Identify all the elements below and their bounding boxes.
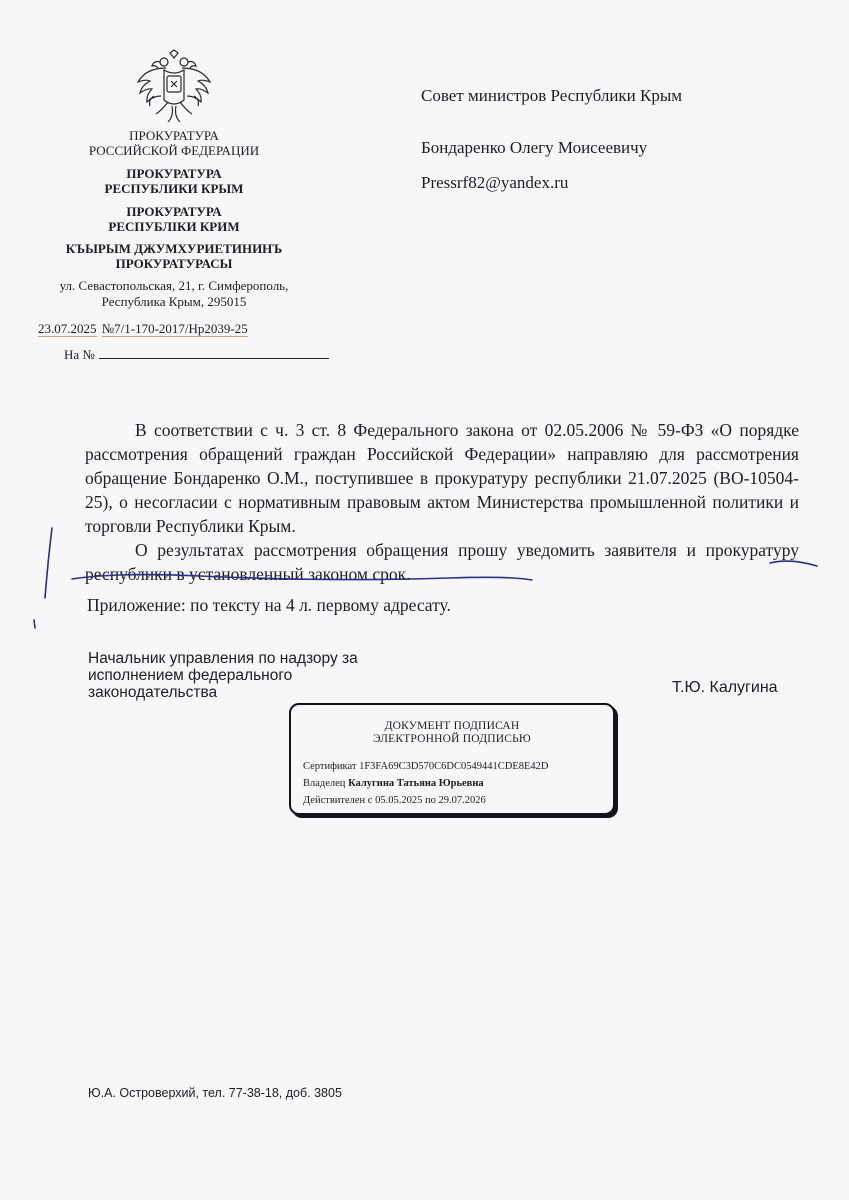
stamp-title-line2: ЭЛЕКТРОННОЙ ПОДПИСЬЮ <box>373 733 531 745</box>
stamp-cert-label: Сертификат <box>303 761 357 772</box>
signer-position-line1: Начальник управления по надзору за <box>88 650 358 667</box>
stamp-validity <box>303 795 486 806</box>
recipient-org: Совет министров Республики Крым <box>421 86 683 105</box>
org-name-republic-crimea <box>40 166 308 196</box>
org-address <box>40 278 308 310</box>
attachment-note: Приложение: по тексту на 4 л. первому адресату. <box>87 595 451 615</box>
stamp-valid-to: 29.07.2026 <box>438 795 486 806</box>
stamp-title-line1: ДОКУМЕНТ ПОДПИСАН <box>384 720 520 732</box>
address-line1: ул. Севастопольская, 21, г. Симферополь, <box>59 278 289 293</box>
org-rk-line2: РЕСПУБЛИКИ КРЫМ <box>104 181 244 196</box>
org-rf-line1: ПРОКУРАТУРА <box>129 128 219 143</box>
org-rf-line2: РОССИЙСКОЙ ФЕДЕРАЦИИ <box>88 143 260 158</box>
reference-blank <box>99 346 329 359</box>
recipient-person: Бондаренко Олегу Моисеевичу <box>421 138 648 157</box>
stamp-cert-value: 1F3FA69C3D570C6DC0549441CDE8E42D <box>359 761 549 772</box>
body-paragraph-1: В соответствии с ч. 3 ст. 8 Федерального закона от 02.05.2006 № 59-ФЗ «О порядке рассмотрения обращений граждан Российской Федерации» направляю для рассмотрения обращение Бондаренко О.М., поступившее в прокуратуру республики 21.07.2025 (ВО-10504-25), о несогласии с нормативным правовым актом Министерства промышленной политики и торговли Республики Крым. <box>85 420 799 536</box>
registration-number: №7/1-170-2017/Нр2039-25 <box>101 321 248 336</box>
stamp-certificate <box>303 761 549 772</box>
org-name-crimean-tatar <box>40 241 308 271</box>
stamp-valid-label: Действителен с <box>303 795 373 806</box>
org-rk-ua-line2: РЕСПУБЛІКИ КРИМ <box>108 219 240 234</box>
reference-label: На № <box>64 347 95 362</box>
signer-position-line3: законодательства <box>88 684 218 701</box>
recipient-email: Pressrf82@yandex.ru <box>421 173 569 192</box>
signer-name: Т.Ю. Калугина <box>672 679 778 696</box>
org-crimean-line1: КЪЫРЫМ ДЖУМХУРИЕТИНИНЪ <box>65 241 283 256</box>
reference-line <box>64 346 329 363</box>
stamp-owner-value: Калугина Татьяна Юрьевна <box>348 778 484 789</box>
org-rk-ua-line1: ПРОКУРАТУРА <box>126 204 222 219</box>
registration-date: 23.07.2025 <box>38 321 97 336</box>
org-rk-line1: ПРОКУРАТУРА <box>126 166 222 181</box>
stamp-owner-label: Владелец <box>303 778 346 789</box>
signer-position-line2: исполнением федерального <box>88 667 293 684</box>
org-name-republic-crimea-ua <box>40 204 308 234</box>
double-headed-eagle-emblem-icon <box>136 48 212 126</box>
stamp-title <box>291 720 613 746</box>
pen-margin-stroke <box>45 528 52 598</box>
org-crimean-line2: ПРОКУРАТУРАСЫ <box>115 256 233 271</box>
registration-line <box>38 321 248 337</box>
stamp-valid-from: 05.05.2025 <box>375 795 423 806</box>
org-name-russian-federation <box>40 128 308 158</box>
signer-position <box>88 650 358 701</box>
body-paragraph-2: О результатах рассмотрения обращения прошу уведомить заявителя и прокуратуру республики в установленный законом срок. <box>85 540 799 584</box>
pen-margin-dot <box>34 620 35 628</box>
address-line2: Республика Крым, 295015 <box>101 294 247 309</box>
stamp-valid-to-label: по <box>424 795 436 806</box>
electronic-signature-stamp <box>289 703 615 815</box>
stamp-owner <box>303 778 484 789</box>
executor-contact: Ю.А. Островерхий, тел. 77-38-18, доб. 3805 <box>88 1086 342 1100</box>
